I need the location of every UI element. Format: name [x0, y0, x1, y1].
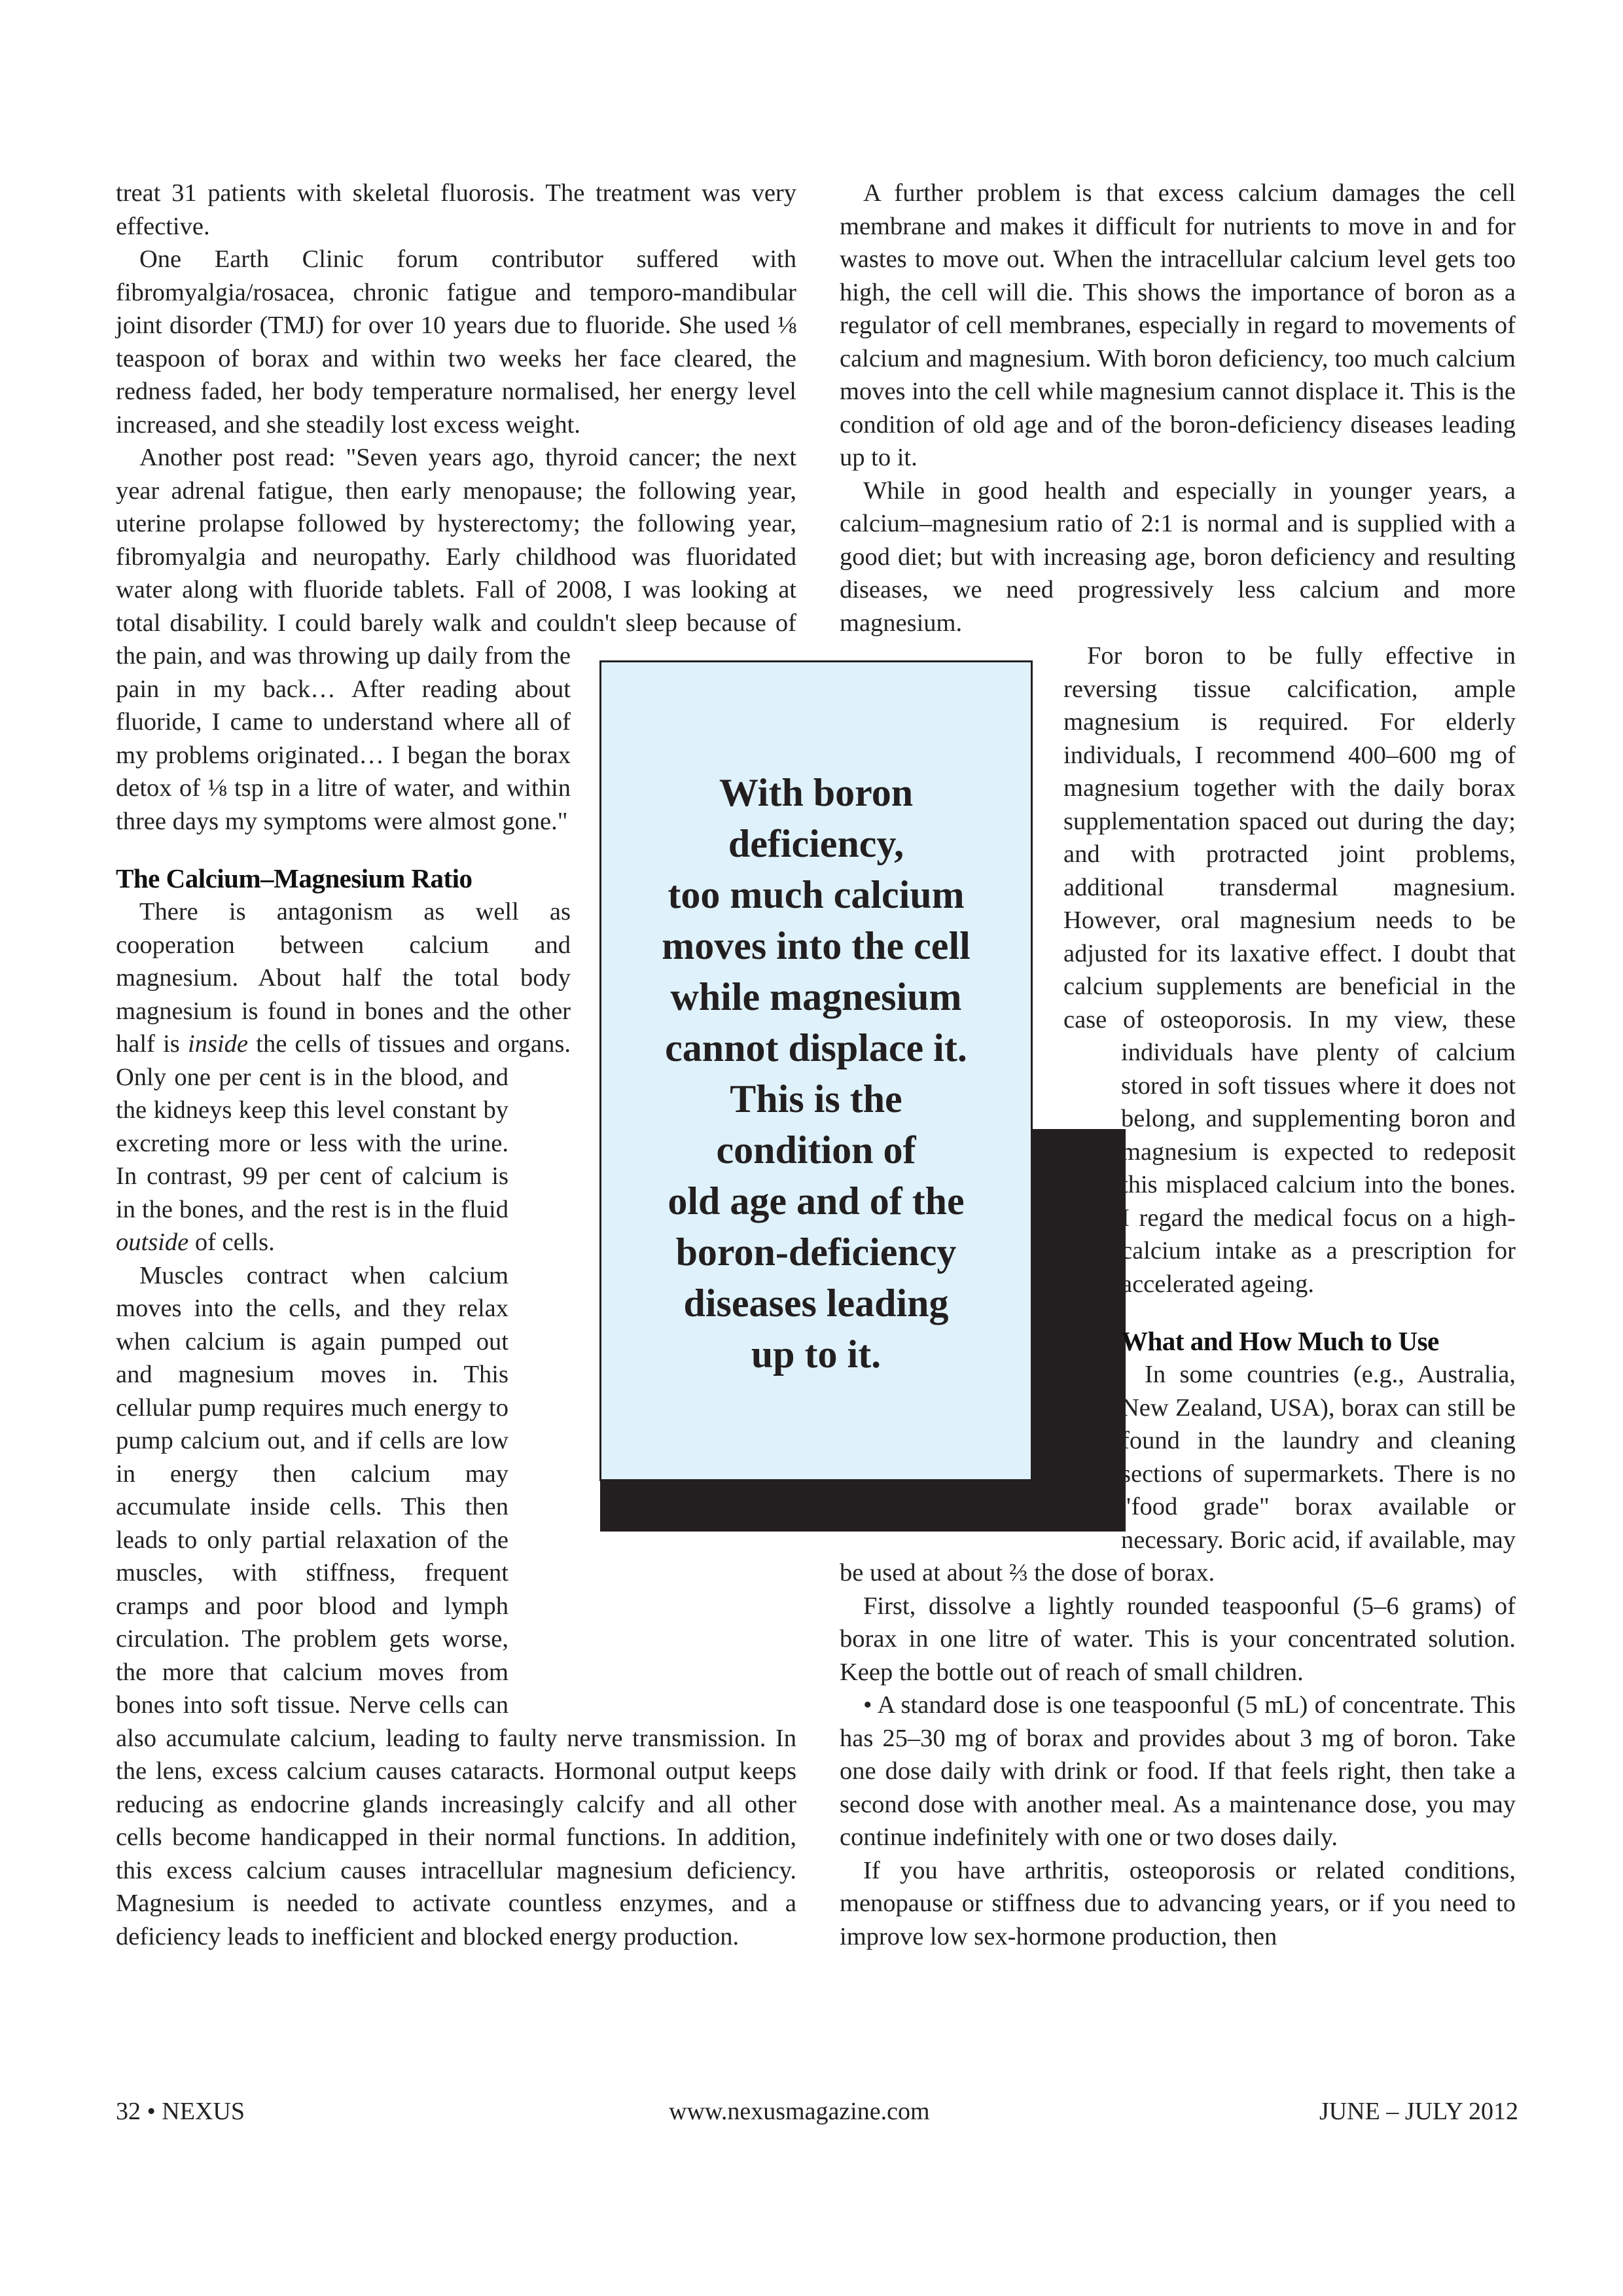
- paragraph: • A standard dose is one teaspoonful (5 mL) of concentrate. This has 25–30 mg of borax and provides about 3 mg of boron. Take one dose daily with drink or food. If that feels right, then take a second dose with another meal. As a maintenance dose, you may continue indefinitely with one or two doses daily.: [840, 1691, 1516, 1851]
- pullquote-line: cannot displace it.: [665, 1026, 967, 1069]
- issue-date: JUNE – JULY 2012: [1319, 2098, 1518, 2125]
- paragraph: Another post read: "Seven years ago, thyroid cancer; the next year adrenal fatigue, then early menopause; the following year, uterine prolapse followed by hysterectomy; the following year, fibromyalgia and neuropathy. Early childhood was fluoridated water along with fluoride tablets. Fall of 2008, I was looking at total disability. I could barely walk and couldn't sleep because of the pain, and was throwing up daily from the pain in my back… After reading about fluoride, I came to understand where all of my problems originated… I began the borax detox of ⅛ tsp in a litre of water, and within three days my symptoms were almost gone.": [116, 444, 796, 835]
- section-heading: What and How Much to Use: [1121, 1326, 1439, 1356]
- paragraph: First, dissolve a lightly rounded teaspoonful (5–6 grams) of borax in one litre of water. This is your concentrated solution. Keep the bottle out of reach of small children.: [840, 1592, 1516, 1686]
- text-run: of cells.: [188, 1229, 275, 1256]
- pullquote-line: deficiency,: [728, 822, 904, 865]
- pullquote-line: This is the: [730, 1077, 902, 1121]
- pullquote-line: With boron: [719, 771, 914, 814]
- section-heading: The Calcium–Magnesium Ratio: [116, 863, 473, 893]
- pullquote-line: boron-deficiency: [675, 1230, 957, 1274]
- paragraph: treat 31 patients with skeletal fluorosis. The treatment was very effective.: [116, 179, 796, 240]
- text-run: the cells of tissues and organs. Only one per cent is in the blood, and the kidneys keep this level constant by excreting more or less with the urine. In contrast, 99 per cent of calcium is in the bones, and the rest is in the fluid: [116, 1030, 571, 1223]
- emphasis: outside: [116, 1229, 189, 1256]
- website-url: www.nexusmagazine.com: [669, 2098, 930, 2125]
- paragraph: In some countries (e.g., Australia, New Zealand, USA), borax can still be found in the laundry and cleaning sections of supermarkets. There is no "food grade" borax available or necessary. Boric acid, if available, may be used at about ⅔ the dose of borax.: [840, 1361, 1516, 1587]
- float-spacer: [840, 1036, 1121, 1532]
- pullquote-line: while magnesium: [670, 975, 962, 1018]
- pullquote-line: too much calcium: [668, 873, 965, 916]
- pullquote-line: moves into the cell: [662, 924, 971, 967]
- float-spacer: [508, 1086, 796, 1717]
- pullquote-line: condition of: [716, 1128, 916, 1172]
- paragraph: While in good health and especially in younger years, a calcium–magnesium ratio of 2:1 is normal and is supplied with a good diet; but with increasing age, boron deficiency and resulting diseases, we need progressively less calcium and more magnesium.: [840, 476, 1516, 637]
- left-column: [116, 177, 796, 1953]
- right-column: [840, 177, 1516, 1953]
- float-spacer: [840, 639, 1063, 1036]
- paragraph: If you have arthritis, osteoporosis or related conditions, menopause or stiffness due to advancing years, or if you need to improve low sex-hormone production, then: [840, 1856, 1516, 1950]
- text-run: There is antagonism as well as cooperation between calcium and magnesium. About half the total body magnesium is found in bones and the other half is: [116, 898, 571, 1058]
- float-spacer: [571, 661, 796, 1086]
- paragraph: Muscles contract when calcium moves into the cells, and they relax when calcium is again pumped out and magnesium moves in. This cellular pump requires much energy to pump calcium out, and if cells are low in energy then calcium may accumulate inside cells. This then leads to only partial relaxation of the muscles, with stiffness, frequent cramps and poor blood and lymph circulation. The problem gets worse, the more that calcium moves from bones into soft tissue. Nerve cells can also accumulate calcium, leading to faulty nerve transmission. In the lens, excess calcium causes cataracts. Hormonal output keeps reducing as endocrine glands increasingly calcify and all other cells become handicapped in their normal functions. In addition, this excess calcium causes intracellular magnesium deficiency. Magnesium is needed to activate countless enzymes, and a deficiency leads to inefficient and blocked energy production.: [116, 1261, 796, 1950]
- paragraph: For boron to be fully effective in reversing tissue calcification, ample magnesium is required. For elderly individuals, I recommend 400–600 mg of magnesium together with the daily borax supplementation spaced out during the day; and with protracted joint problems, additional transdermal magnesium. However, oral magnesium needs to be adjusted for its laxative effect. I doubt that calcium supplements are beneficial in the case of osteoporosis. In my view, these individuals have plenty of calcium stored in soft tissues where it does not belong, and supplementing boron and magnesium is expected to redeposit this misplaced calcium into the bones. I regard the medical focus on a high-calcium intake as a prescription for accelerated ageing.: [1063, 642, 1516, 1298]
- paragraph: One Earth Clinic forum contributor suffered with fibromyalgia/rosacea, chronic fatigue and temporo-mandibular joint disorder (TMJ) for over 10 years due to fluoride. She used ⅛ teaspoon of borax and within two weeks her face cleared, the redness faded, her body temperature normalised, her energy level increased, and she steadily lost excess weight.: [116, 245, 796, 439]
- pullquote-line: diseases leading: [683, 1282, 949, 1325]
- emphasis: inside: [188, 1030, 248, 1058]
- page-number-label: 32 • NEXUS: [116, 2098, 245, 2125]
- pullquote-line: up to it.: [751, 1333, 882, 1376]
- pullquote-line: old age and of the: [668, 1179, 965, 1223]
- paragraph: A further problem is that excess calcium damages the cell membrane and makes it difficult for nutrients to move in and for wastes to move out. When the intracellular calcium level gets too high, the cell will die. This shows the importance of boron as a regulator of cell membranes, especially in regard to movements of calcium and magnesium. With boron deficiency, too much calcium moves into the cell while magnesium cannot displace it. This is the condition of old age and of the boron-deficiency diseases leading up to it.: [840, 179, 1516, 471]
